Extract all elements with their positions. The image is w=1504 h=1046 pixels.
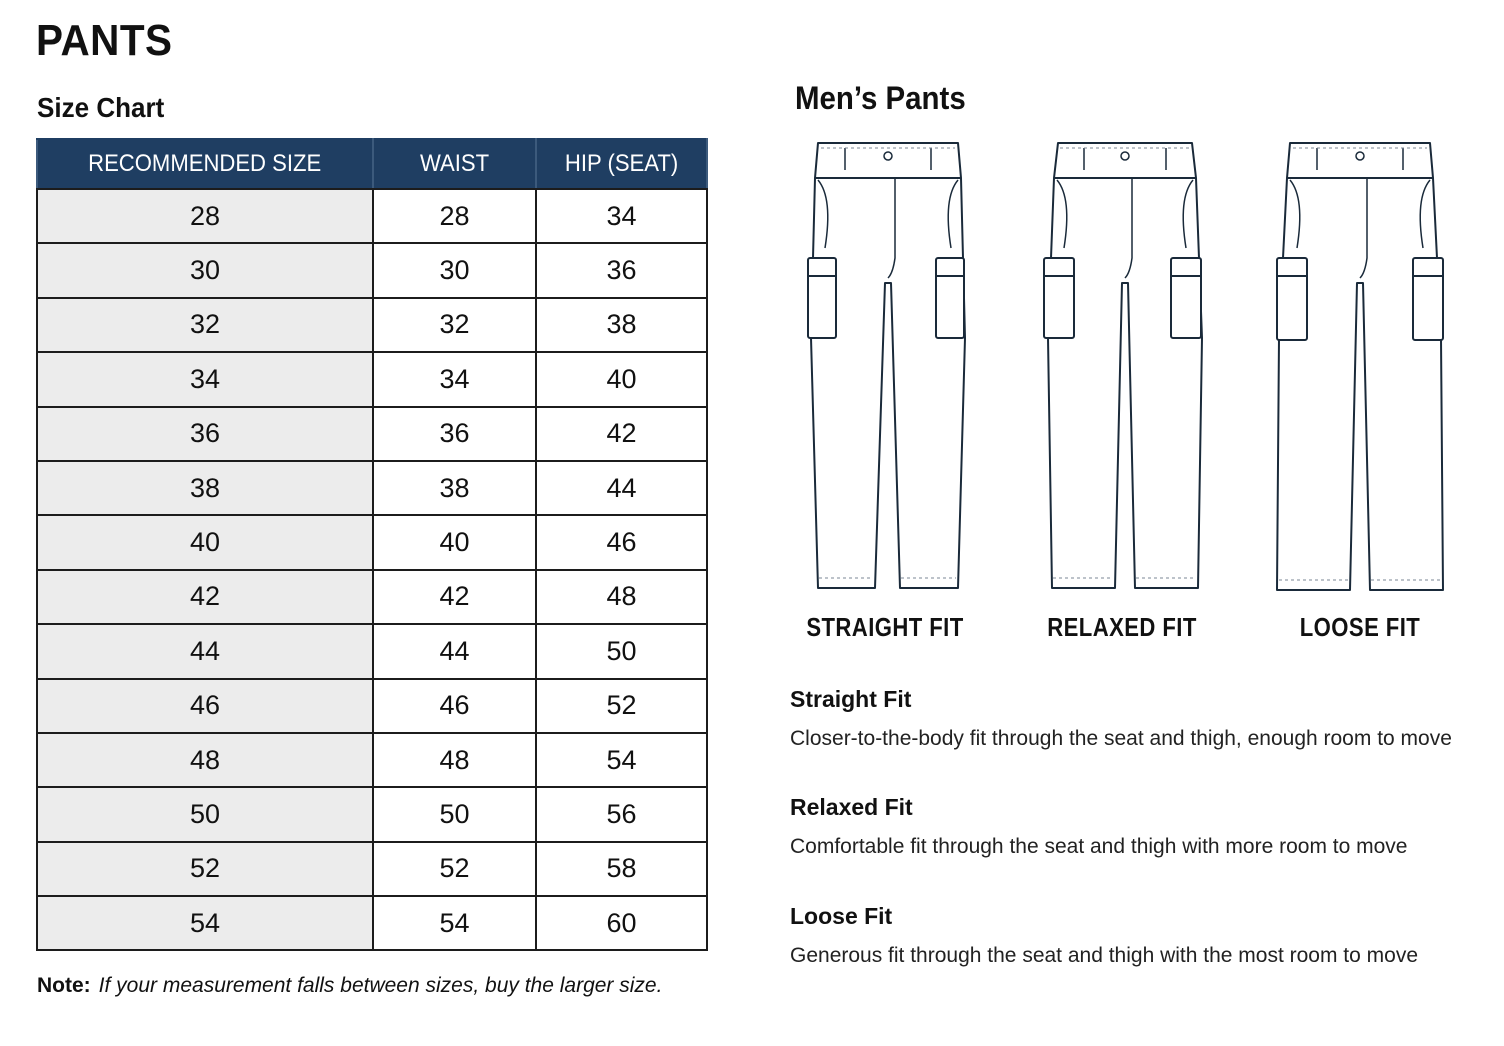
table-row xyxy=(37,679,707,733)
table-row xyxy=(37,842,707,896)
cell-hip-seat: 52 xyxy=(536,679,707,733)
cell-waist: 54 xyxy=(373,896,536,950)
cell-hip-seat: 34 xyxy=(536,189,707,243)
page-title: PANTS xyxy=(36,16,173,65)
size-chart-table xyxy=(36,138,708,951)
table-row xyxy=(37,787,707,841)
cell-hip-seat: 54 xyxy=(536,733,707,787)
cell-recommended-size: 42 xyxy=(37,570,373,624)
cell-recommended-size: 28 xyxy=(37,189,373,243)
cell-waist: 42 xyxy=(373,570,536,624)
cell-waist: 50 xyxy=(373,787,536,841)
note-label: Note: xyxy=(37,974,91,997)
table-row xyxy=(37,407,707,461)
cell-recommended-size: 48 xyxy=(37,733,373,787)
cell-waist: 28 xyxy=(373,189,536,243)
cell-hip-seat: 60 xyxy=(536,896,707,950)
description-title: Relaxed Fit xyxy=(790,794,913,820)
description-text: Closer-to-the-body fit through the seat and thigh, enough room to move xyxy=(790,727,1452,750)
size-chart-title: Size Chart xyxy=(37,92,165,123)
description-loose-fit xyxy=(790,903,1490,968)
cell-waist: 46 xyxy=(373,679,536,733)
cell-recommended-size: 38 xyxy=(37,461,373,515)
description-relaxed-fit xyxy=(790,794,1490,859)
cell-recommended-size: 44 xyxy=(37,624,373,678)
cell-hip-seat: 58 xyxy=(536,842,707,896)
cell-recommended-size: 46 xyxy=(37,679,373,733)
table-header-row xyxy=(37,139,707,189)
description-text: Generous fit through the seat and thigh with the most room to move xyxy=(790,944,1419,967)
table-row xyxy=(37,570,707,624)
mens-pants-title: Men’s Pants xyxy=(795,80,966,116)
cell-waist: 44 xyxy=(373,624,536,678)
fit-label-relaxed: RELAXED FIT xyxy=(1047,612,1197,642)
fit-label-straight: STRAIGHT FIT xyxy=(806,612,964,642)
table-row xyxy=(37,515,707,569)
cell-recommended-size: 52 xyxy=(37,842,373,896)
cell-recommended-size: 54 xyxy=(37,896,373,950)
cell-hip-seat: 42 xyxy=(536,407,707,461)
cell-recommended-size: 34 xyxy=(37,352,373,406)
cell-recommended-size: 36 xyxy=(37,407,373,461)
loose-fit-pants-icon xyxy=(1275,138,1445,598)
cell-waist: 40 xyxy=(373,515,536,569)
cell-waist: 30 xyxy=(373,243,536,297)
cell-hip-seat: 50 xyxy=(536,624,707,678)
cell-waist: 48 xyxy=(373,733,536,787)
cell-hip-seat: 40 xyxy=(536,352,707,406)
cell-waist: 36 xyxy=(373,407,536,461)
description-title: Straight Fit xyxy=(790,686,912,712)
cell-hip-seat: 46 xyxy=(536,515,707,569)
cell-recommended-size: 32 xyxy=(37,298,373,352)
cell-hip-seat: 44 xyxy=(536,461,707,515)
cell-hip-seat: 38 xyxy=(536,298,707,352)
cell-hip-seat: 48 xyxy=(536,570,707,624)
fit-label-loose: LOOSE FIT xyxy=(1299,612,1421,642)
table-row xyxy=(37,189,707,243)
table-row xyxy=(37,733,707,787)
cell-hip-seat: 56 xyxy=(536,787,707,841)
table-row xyxy=(37,352,707,406)
cell-recommended-size: 40 xyxy=(37,515,373,569)
table-row xyxy=(37,298,707,352)
cell-waist: 32 xyxy=(373,298,536,352)
description-text: Comfortable fit through the seat and thigh with more room to move xyxy=(790,835,1408,858)
table-row xyxy=(37,624,707,678)
header-recommended-size: RECOMMENDED SIZE xyxy=(37,139,373,189)
size-note xyxy=(37,974,662,998)
table-row xyxy=(37,461,707,515)
relaxed-fit-pants-icon xyxy=(1040,138,1210,598)
cell-recommended-size: 50 xyxy=(37,787,373,841)
description-straight-fit xyxy=(790,686,1490,751)
description-title: Loose Fit xyxy=(790,903,893,929)
cell-waist: 52 xyxy=(373,842,536,896)
cell-hip-seat: 36 xyxy=(536,243,707,297)
table-row xyxy=(37,243,707,297)
straight-fit-pants-icon xyxy=(803,138,973,598)
cell-waist: 38 xyxy=(373,461,536,515)
cell-waist: 34 xyxy=(373,352,536,406)
header-hip-seat: HIP (SEAT) xyxy=(536,139,707,189)
header-waist: WAIST xyxy=(373,139,536,189)
note-text: If your measurement falls between sizes, buy the larger size. xyxy=(98,974,663,997)
cell-recommended-size: 30 xyxy=(37,243,373,297)
table-row xyxy=(37,896,707,950)
